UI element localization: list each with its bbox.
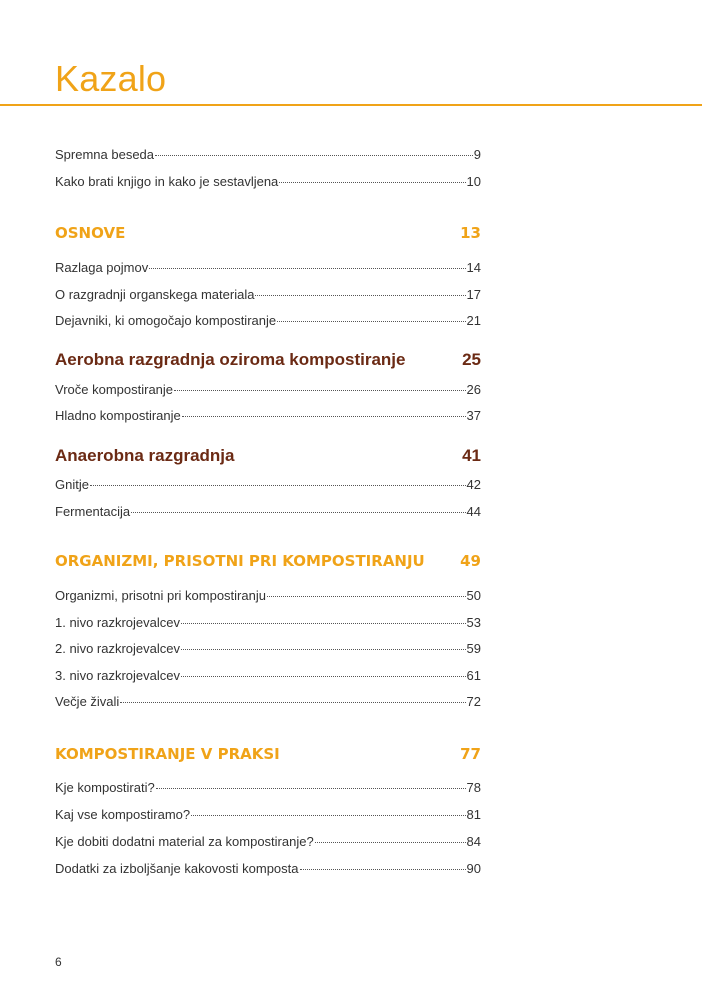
section-heading-page: 49 xyxy=(460,552,481,570)
toc-entry[interactable] xyxy=(55,504,481,519)
toc-entry-page: 61 xyxy=(466,668,481,683)
toc-entry-label: Kje kompostirati? xyxy=(55,780,155,795)
toc-entry-page: 10 xyxy=(466,174,481,189)
toc-entry-page: 42 xyxy=(466,477,481,492)
toc-entry-label: Kako brati knjigo in kako je sestavljena xyxy=(55,174,279,189)
toc-entry-label: Kaj vse kompostiramo? xyxy=(55,807,191,822)
toc-entry-label: Vroče kompostiranje xyxy=(55,382,174,397)
dot-leader xyxy=(315,842,466,843)
toc-entry-page: 21 xyxy=(466,313,481,328)
toc-entry[interactable] xyxy=(55,694,481,709)
toc-entry-page: 37 xyxy=(466,408,481,423)
toc-entry[interactable] xyxy=(55,174,481,189)
toc-entry-label: Dodatki za izboljšanje kakovosti komposta xyxy=(55,861,299,876)
section-heading[interactable] xyxy=(55,224,481,242)
toc-entry[interactable] xyxy=(55,260,481,275)
toc-entry-label: Dejavniki, ki omogočajo kompostiranje xyxy=(55,313,277,328)
toc-entry-page: 53 xyxy=(466,615,481,630)
dot-leader xyxy=(174,390,466,391)
dot-leader xyxy=(181,623,466,624)
toc-entry-label: Organizmi, prisotni pri kompostiranju xyxy=(55,588,266,603)
dot-leader xyxy=(182,416,466,417)
toc-entry-page: 44 xyxy=(466,504,481,519)
toc-entry-label: 1. nivo razkrojevalcev xyxy=(55,615,180,630)
section-heading-page: 41 xyxy=(462,446,481,465)
toc-entry[interactable] xyxy=(55,615,481,630)
dot-leader xyxy=(300,869,466,870)
toc-entry-label: Kje dobiti dodatni material za kompostiranje? xyxy=(55,834,314,849)
section-heading-page: 77 xyxy=(460,745,481,763)
section-heading-page: 25 xyxy=(462,350,481,369)
dot-leader xyxy=(149,268,465,269)
section-heading-label: ORGANIZMI, PRISOTNI PRI KOMPOSTIRANJU xyxy=(55,552,425,570)
section-heading[interactable] xyxy=(55,552,481,570)
toc-entry[interactable] xyxy=(55,780,481,795)
toc-entry-page: 9 xyxy=(473,147,481,162)
section-heading-label: Anaerobna razgradnja xyxy=(55,446,235,465)
toc-entry[interactable] xyxy=(55,382,481,397)
toc-entry-label: Razlaga pojmov xyxy=(55,260,149,275)
dot-leader xyxy=(131,512,465,513)
toc-entry-page: 84 xyxy=(466,834,481,849)
toc-entry-label: Gnitje xyxy=(55,477,89,492)
section-heading-label: Aerobna razgradnja oziroma kompostiranje xyxy=(55,350,406,369)
dot-leader xyxy=(156,788,466,789)
dot-leader xyxy=(191,815,465,816)
dot-leader xyxy=(155,155,473,156)
toc-entry-page: 50 xyxy=(466,588,481,603)
dot-leader xyxy=(255,295,465,296)
toc-entry-label: Hladno kompostiranje xyxy=(55,408,181,423)
dot-leader xyxy=(277,321,465,322)
dot-leader xyxy=(279,182,465,183)
toc-entry-label: 3. nivo razkrojevalcev xyxy=(55,668,180,683)
toc-entry-page: 59 xyxy=(466,641,481,656)
toc-entry[interactable] xyxy=(55,807,481,822)
title-divider xyxy=(0,104,702,106)
toc-entry-label: O razgradnji organskega materiala xyxy=(55,287,255,302)
toc-entry-page: 81 xyxy=(466,807,481,822)
section-heading-label: KOMPOSTIRANJE V PRAKSI xyxy=(55,745,280,763)
toc-entry[interactable] xyxy=(55,834,481,849)
toc-entry-page: 14 xyxy=(466,260,481,275)
toc-entry[interactable] xyxy=(55,147,481,162)
toc-entry-label: Fermentacija xyxy=(55,504,131,519)
dot-leader xyxy=(120,702,465,703)
toc-entry[interactable] xyxy=(55,408,481,423)
page-title: Kazalo xyxy=(55,58,167,99)
section-heading[interactable] xyxy=(55,446,481,466)
toc-entry[interactable] xyxy=(55,313,481,328)
section-heading[interactable] xyxy=(55,745,481,763)
section-heading-page: 13 xyxy=(460,224,481,242)
toc-entry[interactable] xyxy=(55,668,481,683)
dot-leader xyxy=(181,649,466,650)
toc-entry[interactable] xyxy=(55,287,481,302)
dot-leader xyxy=(90,485,466,486)
toc-entry-label: 2. nivo razkrojevalcev xyxy=(55,641,180,656)
toc-entry[interactable] xyxy=(55,641,481,656)
toc-entry[interactable] xyxy=(55,477,481,492)
toc-entry-page: 72 xyxy=(466,694,481,709)
dot-leader xyxy=(267,596,466,597)
toc-entry-page: 78 xyxy=(466,780,481,795)
toc-entry[interactable] xyxy=(55,861,481,876)
toc-entry-page: 17 xyxy=(466,287,481,302)
page-number: 6 xyxy=(55,955,62,969)
toc-entry[interactable] xyxy=(55,588,481,603)
dot-leader xyxy=(181,676,466,677)
toc-entry-label: Spremna beseda xyxy=(55,147,155,162)
toc-entry-page: 90 xyxy=(466,861,481,876)
section-heading-label: OSNOVE xyxy=(55,224,126,242)
toc-entry-label: Večje živali xyxy=(55,694,120,709)
toc-entry-page: 26 xyxy=(466,382,481,397)
section-heading[interactable] xyxy=(55,350,481,370)
